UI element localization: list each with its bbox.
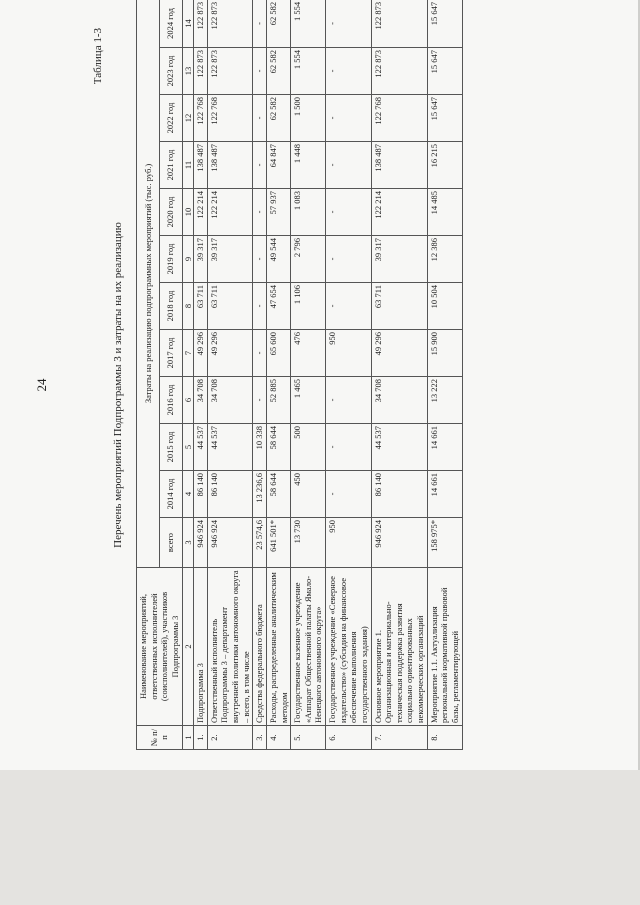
row-number: 8. — [427, 726, 462, 750]
row-year-value: 122 214 — [194, 189, 208, 236]
row-year-value: - — [253, 48, 267, 95]
column-index-cell: 14 — [182, 0, 194, 48]
row-year-value: 12 386 — [427, 236, 462, 283]
header-year: 2019 год — [159, 236, 182, 283]
row-year-value: 34 708 — [194, 377, 208, 424]
row-year-value: - — [326, 424, 372, 471]
row-year-value: 138 487 — [371, 142, 427, 189]
row-year-value: 86 140 — [371, 471, 427, 518]
row-year-value: 122 873 — [194, 48, 208, 95]
row-year-value: 64 847 — [266, 142, 290, 189]
row-year-value: 138 487 — [207, 142, 253, 189]
row-year-value: 10 338 — [253, 424, 267, 471]
row-year-value: 122 768 — [371, 95, 427, 142]
table-row — [207, 0, 253, 750]
row-year-value: 44 537 — [371, 424, 427, 471]
column-index-cell: 3 — [182, 518, 194, 568]
header-year: 2022 год — [159, 95, 182, 142]
row-total: 946 924 — [207, 518, 253, 568]
row-year-value: 15 647 — [427, 0, 462, 48]
row-year-value: 1 554 — [291, 48, 326, 95]
header-costs: Затраты на реализацию подпрограммных мероприятий (тыс. руб.) — [137, 0, 160, 568]
row-year-value: 63 711 — [194, 283, 208, 330]
row-number: 1. — [194, 726, 208, 750]
header-year: 2017 год — [159, 330, 182, 377]
row-year-value: 13 222 — [427, 377, 462, 424]
column-index-row — [182, 0, 194, 750]
table-body — [182, 0, 462, 750]
row-year-value: 44 537 — [194, 424, 208, 471]
row-year-value: 14 661 — [427, 424, 462, 471]
row-year-value: 122 768 — [207, 95, 253, 142]
row-name: Государственное учреждение «Северное издательство» (субсидия на финансовое обеспечение выполнения государственного задания) — [326, 568, 372, 726]
row-name: Расходы, распределенные аналитическим методом — [266, 568, 290, 726]
row-number: 3. — [253, 726, 267, 750]
header-name: Наименование мероприятий, ответственных исполнителей (соисполнителей), участников Подпрограммы 3 — [137, 568, 183, 726]
row-year-value: - — [253, 236, 267, 283]
column-index-cell: 8 — [182, 283, 194, 330]
header-year: 2021 год — [159, 142, 182, 189]
row-year-value: 1 106 — [291, 283, 326, 330]
column-index-cell: 5 — [182, 424, 194, 471]
row-year-value: 49 296 — [371, 330, 427, 377]
row-year-value: 122 214 — [207, 189, 253, 236]
row-year-value: - — [326, 95, 372, 142]
row-year-value: 62 582 — [266, 48, 290, 95]
row-year-value: 15 647 — [427, 48, 462, 95]
row-year-value: 58 644 — [266, 471, 290, 518]
header-year: 2018 год — [159, 283, 182, 330]
row-year-value: 49 544 — [266, 236, 290, 283]
row-name: Подпрограмма 3 — [194, 568, 208, 726]
header-total: всего — [159, 518, 182, 568]
row-total: 950 — [326, 518, 372, 568]
row-year-value: 1 500 — [291, 95, 326, 142]
row-year-value: 1 083 — [291, 189, 326, 236]
row-year-value: 58 644 — [266, 424, 290, 471]
row-year-value: 47 654 — [266, 283, 290, 330]
column-index-cell: 4 — [182, 471, 194, 518]
row-number: 2. — [207, 726, 253, 750]
row-year-value: 122 214 — [371, 189, 427, 236]
row-number: 7. — [371, 726, 427, 750]
row-year-value: - — [326, 377, 372, 424]
table-row — [371, 0, 427, 750]
row-total: 641 501* — [266, 518, 290, 568]
row-name: Средства федерального бюджета — [253, 568, 267, 726]
row-year-value: - — [326, 189, 372, 236]
row-year-value: 2 796 — [291, 236, 326, 283]
row-year-value: - — [253, 283, 267, 330]
row-year-value: 10 504 — [427, 283, 462, 330]
table-row — [266, 0, 290, 750]
column-index-cell: 11 — [182, 142, 194, 189]
row-year-value: 1 554 — [291, 0, 326, 48]
row-year-value: 15 900 — [427, 330, 462, 377]
row-year-value: - — [326, 283, 372, 330]
row-total: 13 730 — [291, 518, 326, 568]
page-number: 24 — [34, 378, 49, 392]
row-name: Государственное казенное учреждение «Аппарат Общественной палаты Ямало-Ненецкого автономного округа» — [291, 568, 326, 726]
header-year: 2015 год — [159, 424, 182, 471]
row-year-value: 52 885 — [266, 377, 290, 424]
row-year-value: - — [326, 471, 372, 518]
row-total: 946 924 — [371, 518, 427, 568]
header-no: № п/п — [137, 726, 183, 750]
header-year: 2024 год — [159, 0, 182, 48]
row-year-value: 122 873 — [207, 0, 253, 48]
column-index-cell: 1 — [182, 726, 194, 750]
row-year-value: 122 873 — [207, 48, 253, 95]
table-row — [326, 0, 372, 750]
row-year-value: - — [326, 0, 372, 48]
row-year-value: 1 465 — [291, 377, 326, 424]
column-index-cell: 10 — [182, 189, 194, 236]
column-index-cell: 6 — [182, 377, 194, 424]
row-year-value: 15 647 — [427, 95, 462, 142]
row-number: 5. — [291, 726, 326, 750]
row-year-value: - — [253, 0, 267, 48]
column-index-cell: 12 — [182, 95, 194, 142]
row-year-value: 34 708 — [207, 377, 253, 424]
table-number: Таблица 1-3 — [92, 28, 104, 85]
row-total: 946 924 — [194, 518, 208, 568]
row-total: 158 975* — [427, 518, 462, 568]
row-year-value: 65 600 — [266, 330, 290, 377]
row-year-value: - — [253, 377, 267, 424]
row-year-value: 122 873 — [371, 48, 427, 95]
row-year-value: - — [326, 142, 372, 189]
row-year-value: 138 487 — [194, 142, 208, 189]
row-year-value: 13 236,6 — [253, 471, 267, 518]
row-year-value: - — [326, 48, 372, 95]
row-year-value: - — [253, 189, 267, 236]
column-index-cell: 7 — [182, 330, 194, 377]
row-year-value: 62 582 — [266, 95, 290, 142]
row-number: 6. — [326, 726, 372, 750]
table-row — [291, 0, 326, 750]
row-year-value: 450 — [291, 471, 326, 518]
row-year-value: 49 296 — [194, 330, 208, 377]
row-year-value: - — [253, 330, 267, 377]
column-index-cell: 9 — [182, 236, 194, 283]
row-year-value: - — [326, 236, 372, 283]
costs-table — [136, 0, 463, 750]
row-year-value: 57 937 — [266, 189, 290, 236]
row-year-value: 950 — [326, 330, 372, 377]
row-year-value: 63 711 — [371, 283, 427, 330]
table-row — [427, 0, 462, 750]
row-year-value: - — [253, 95, 267, 142]
row-year-value: 86 140 — [207, 471, 253, 518]
column-index-cell: 2 — [182, 568, 194, 726]
row-year-value: 122 873 — [194, 0, 208, 48]
row-year-value: 44 537 — [207, 424, 253, 471]
row-year-value: - — [253, 142, 267, 189]
column-index-cell: 13 — [182, 48, 194, 95]
row-year-value: 1 448 — [291, 142, 326, 189]
row-year-value: 122 768 — [194, 95, 208, 142]
row-number: 4. — [266, 726, 290, 750]
row-name: Основное мероприятие 1. Организационная и материально-техническая поддержка развития социально ориентированных некоммерческих организаций — [371, 568, 427, 726]
row-year-value: 14 661 — [427, 471, 462, 518]
row-year-value: 39 317 — [194, 236, 208, 283]
row-total: 23 574,6 — [253, 518, 267, 568]
row-year-value: 49 296 — [207, 330, 253, 377]
table-title: Перечень мероприятий Подпрограммы 3 и затраты на их реализацию — [112, 222, 124, 548]
table-row — [194, 0, 208, 750]
row-year-value: 39 317 — [371, 236, 427, 283]
row-year-value: 62 582 — [266, 0, 290, 48]
header-year: 2014 год — [159, 471, 182, 518]
row-year-value: 14 485 — [427, 189, 462, 236]
row-year-value: 16 215 — [427, 142, 462, 189]
row-year-value: 476 — [291, 330, 326, 377]
row-name: Ответственный исполнитель Подпрограммы 3 – департамент внутренней политики автономного округа – всего, в том числе — [207, 568, 253, 726]
table-row — [253, 0, 267, 750]
header-year: 2023 год — [159, 48, 182, 95]
header-year: 2016 год — [159, 377, 182, 424]
header-year: 2020 год — [159, 189, 182, 236]
row-year-value: 63 711 — [207, 283, 253, 330]
row-year-value: 39 317 — [207, 236, 253, 283]
row-year-value: 86 140 — [194, 471, 208, 518]
row-year-value: 34 708 — [371, 377, 427, 424]
row-year-value: 500 — [291, 424, 326, 471]
row-name: Мероприятие 1.1. Актуализация региональной нормативной правовой базы, регламентирующей — [427, 568, 462, 726]
row-year-value: 122 873 — [371, 0, 427, 48]
